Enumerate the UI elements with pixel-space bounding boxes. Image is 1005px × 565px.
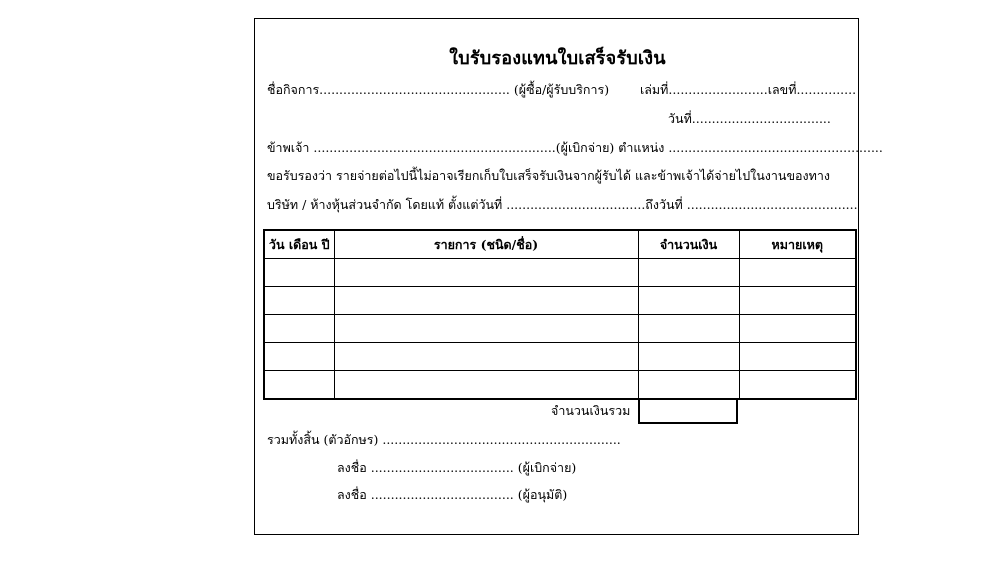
cell-remark: [739, 287, 856, 315]
cell-remark: [739, 371, 856, 400]
cell-amount: [638, 371, 739, 400]
cell-remark: [739, 259, 856, 287]
cell-date: [264, 343, 334, 371]
table-row: [264, 287, 856, 315]
business-name-field: ชื่อกิจการ................................................ (ผู้ซื้อ/ผู้รับบริการ): [267, 82, 610, 97]
total-amount-box: [638, 399, 738, 424]
certificate-form: [254, 18, 883, 535]
form-title: ใบรับรองแทนใบเสร็จรับเงิน: [449, 48, 666, 69]
cell-remark: [739, 343, 856, 371]
approver-signature-line: ลงชื่อ .................................... (ผู้อนุมัติ): [337, 487, 568, 502]
cell-amount: [638, 259, 739, 287]
cell-date: [264, 259, 334, 287]
cell-date: [264, 371, 334, 400]
cell-date: [264, 287, 334, 315]
table-row: [264, 259, 856, 287]
cell-remark: [739, 315, 856, 343]
cell-item: [334, 343, 638, 371]
header-date: วัน เดือน ปี: [264, 230, 334, 259]
book-number-field: เล่มที่.........................เลขที่...............: [640, 82, 857, 97]
header-amount: จำนวนเงิน: [638, 230, 739, 259]
date-field: วันที่...................................: [668, 111, 831, 126]
table-row: [264, 343, 856, 371]
table-header-row: [264, 230, 856, 259]
expense-table: [263, 229, 857, 400]
period-field: บริษัท / ห้างหุ้นส่วนจำกัด โดยแท้ ตั้งแต่วันที่ ...................................ถึงวันที่ ...........................................: [267, 197, 858, 212]
cell-item: [334, 287, 638, 315]
payer-name-field: ข้าพเจ้า .............................................................(ผู้เบิกจ่าย) ตำแหน่ง ......................................................: [267, 140, 883, 155]
cell-item: [334, 259, 638, 287]
payer-signature-line: ลงชื่อ .................................... (ผู้เบิกจ่าย): [337, 460, 577, 475]
certification-statement: ขอรับรองว่า รายจ่ายต่อไปนี้ไม่อาจเรียกเก็บใบเสร็จรับเงินจากผู้รับได้ และข้าพเจ้าได้จ่ายไปในงานของทาง: [267, 168, 830, 183]
table-row: [264, 371, 856, 400]
table-row: [264, 315, 856, 343]
grand-total-text-field: รวมทั้งสิ้น (ตัวอักษร) ............................................................: [267, 432, 621, 447]
total-amount-label: จำนวนเงินรวม: [551, 403, 631, 418]
cell-date: [264, 315, 334, 343]
header-item: รายการ (ชนิด/ชื่อ): [334, 230, 638, 259]
cell-amount: [638, 287, 739, 315]
cell-amount: [638, 315, 739, 343]
cell-item: [334, 315, 638, 343]
cell-item: [334, 371, 638, 400]
cell-amount: [638, 343, 739, 371]
header-remark: หมายเหตุ: [739, 230, 856, 259]
